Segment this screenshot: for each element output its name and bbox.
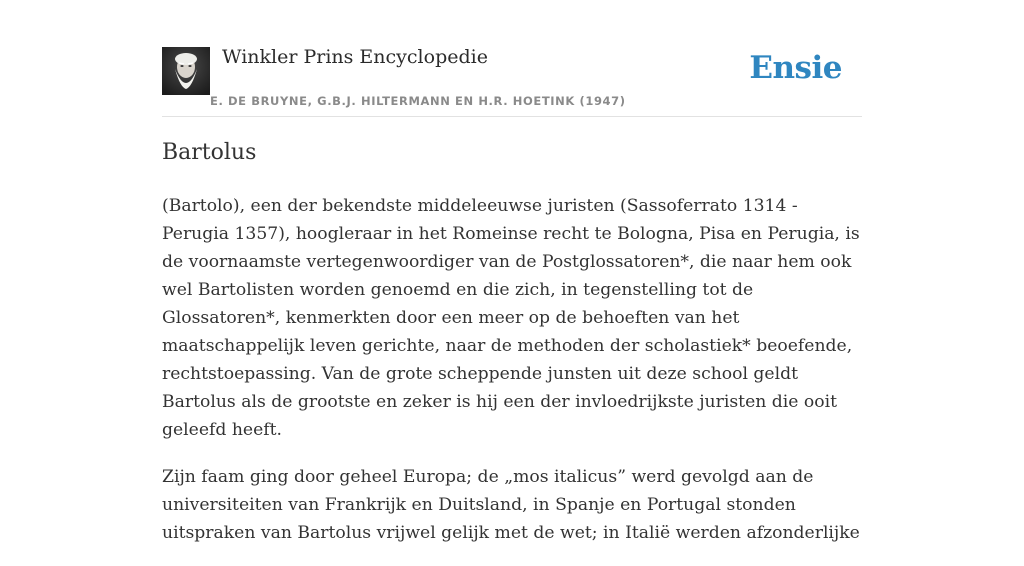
article-paragraph: Zijn faam ging door geheel Europa; de „mos italicus” werd gevolgd aan de universiteiten van Frankrijk en Duitsland, in Spanje en Portugal stonden uitspraken van Bartolus vrijwel gelijk met de wet; in Italië werden afzonderlijke	[162, 467, 860, 543]
author-avatar[interactable]	[162, 47, 210, 95]
author-portrait-icon	[162, 47, 210, 95]
article-paragraph: (Bartolo), een der bekendste middeleeuwse juristen (Sassoferrato 1314 - Perugia 1357), hoogleraar in het Romeinse recht te Bologna, Pisa en Perugia, is de voornaamste vertegenwoordiger van de Postglossatoren*, die naar hem ook wel Bartolisten worden genoemd en die zich, in tegenstelling tot de Glossatoren*, kenmerkten door een meer op de behoeften van het maatschappelijk leven gerichte, naar de methoden der scholastiek* beoefende, rechtstoepassing. Van de grote scheppende junsten uit deze school geldt Bartolus als de grootste en zeker is hij een der invloedrijkste juristen die ooit geleefd heeft.	[162, 196, 860, 440]
source-header	[162, 40, 862, 117]
source-authors: E. DE BRUYNE, G.B.J. HILTERMANN EN H.R. HOETINK (1947)	[210, 94, 626, 108]
article-title: Bartolus	[162, 140, 257, 165]
article-body	[162, 192, 862, 566]
brand-logo[interactable]: Ensie	[749, 50, 842, 86]
source-title[interactable]: Winkler Prins Encyclopedie	[222, 46, 488, 68]
